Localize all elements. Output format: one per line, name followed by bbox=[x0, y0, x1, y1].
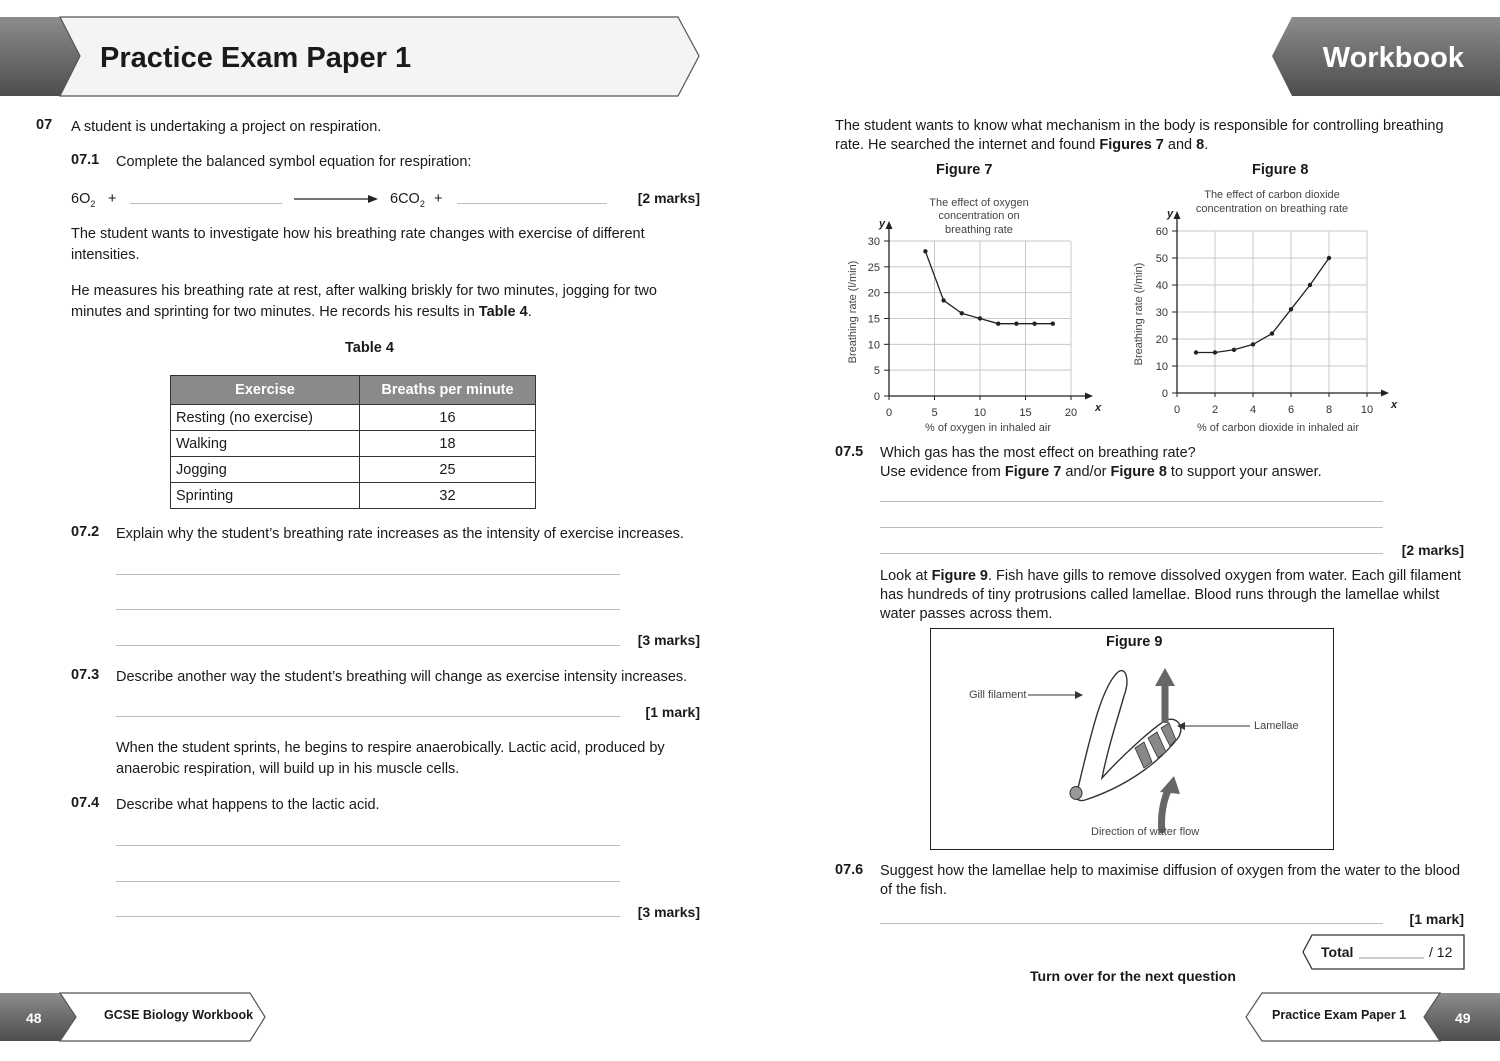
marks-07-2: [3 marks] bbox=[637, 632, 700, 648]
x-tick-label: 5 bbox=[931, 407, 938, 419]
answer-line[interactable] bbox=[880, 501, 1383, 502]
figure-7-chart bbox=[838, 188, 1108, 438]
y-tick-label: 15 bbox=[867, 313, 880, 326]
question-number-07-6: 07.6 bbox=[835, 862, 864, 878]
question-number-07-5: 07.5 bbox=[835, 444, 864, 460]
equation-carbon-dioxide: $6CO_2$ bbox=[390, 191, 425, 209]
marks-07-5: [2 marks] bbox=[1401, 542, 1464, 558]
question-07-text: A student is undertaking a project on respiration. bbox=[71, 119, 382, 135]
arrowhead bbox=[1160, 776, 1180, 794]
question-number-07-2: 07.2 bbox=[71, 524, 100, 540]
table-header-row bbox=[171, 376, 536, 405]
y-tick-label: 40 bbox=[1155, 280, 1168, 292]
answer-line[interactable] bbox=[116, 609, 620, 610]
marks-07-3: [1 mark] bbox=[645, 704, 700, 720]
table-header-breaths: Breaths per minute bbox=[360, 376, 536, 405]
chart-title-line: The effect of carbon dioxide bbox=[1204, 189, 1340, 201]
answer-line[interactable] bbox=[116, 916, 620, 917]
data-point bbox=[1289, 307, 1293, 311]
chart-title-line: concentration on bbox=[938, 210, 1020, 222]
gill-filament-label: Gill filament bbox=[969, 689, 1027, 701]
x-tick-label: 10 bbox=[1360, 404, 1374, 416]
x-tick-label: 0 bbox=[1173, 404, 1181, 416]
chart-title-line: concentration on breathing rate bbox=[1195, 203, 1349, 215]
question-07-6-text: Suggest how the lamellae help to maximise diffusion of oxygen from the water to the blood of the fish. bbox=[880, 863, 1461, 898]
question-number-07: 07 bbox=[36, 117, 53, 133]
x-tick-label: 4 bbox=[1249, 404, 1257, 416]
y-axis-arrow bbox=[886, 221, 893, 229]
x-tick-label: 2 bbox=[1211, 404, 1219, 416]
x-axis-arrow bbox=[1381, 390, 1389, 397]
data-point bbox=[1051, 321, 1055, 325]
question-07-4-text: Describe what happens to the lactic acid. bbox=[116, 797, 380, 813]
filament-base bbox=[1070, 787, 1082, 800]
gill-diagram bbox=[930, 628, 1334, 850]
answer-line[interactable] bbox=[116, 716, 620, 717]
answer-line[interactable] bbox=[880, 923, 1383, 924]
chart-title-line: The effect of oxygen bbox=[929, 197, 1029, 209]
paragraph-gills: Look at Figure 9. Fish have gills to remove dissolved oxygen from water. Each gill filament has hundreds of tiny protrusions called lamellae. Blood runs through the lamellae whilst water passes across them. bbox=[880, 568, 1462, 622]
table-cell: 16 bbox=[360, 405, 536, 431]
y-tick-label: 0 bbox=[873, 391, 880, 403]
data-point bbox=[1232, 348, 1236, 352]
table-cell: 18 bbox=[360, 431, 536, 457]
data-point bbox=[1014, 321, 1018, 325]
x-tick-label: 20 bbox=[1064, 407, 1078, 419]
question-07-1-text: Complete the balanced symbol equation for respiration: bbox=[116, 154, 472, 170]
right-footer-label: Practice Exam Paper 1 bbox=[1272, 1008, 1407, 1022]
y-tick-label: 10 bbox=[867, 339, 880, 352]
chart-x-axis-label: % of oxygen in inhaled air bbox=[925, 422, 1051, 434]
table-cell: Resting (no exercise) bbox=[171, 405, 360, 431]
equation-oxygen: $6O_2$ bbox=[71, 191, 96, 209]
chart-title-line: breathing rate bbox=[945, 224, 1013, 236]
data-point bbox=[978, 316, 982, 320]
left-page-number: 48 bbox=[26, 1010, 42, 1026]
equation-blank-2[interactable] bbox=[457, 203, 607, 204]
page-title: Practice Exam Paper 1 bbox=[100, 42, 412, 74]
arrowhead bbox=[1075, 691, 1083, 699]
data-point bbox=[941, 298, 945, 302]
table-cell: Sprinting bbox=[171, 483, 360, 509]
y-tick-label: 30 bbox=[1155, 307, 1168, 319]
arrowhead bbox=[1155, 668, 1175, 686]
total-label: Total bbox=[1321, 944, 1354, 960]
lamellae-label: Lamellae bbox=[1254, 720, 1299, 732]
x-tick-label: 10 bbox=[973, 407, 987, 419]
series-line bbox=[925, 251, 1052, 323]
marks-07-6: [1 mark] bbox=[1409, 911, 1464, 927]
table-cell: 32 bbox=[360, 483, 536, 509]
chart-y-axis-label: Breathing rate (l/min) bbox=[1133, 262, 1145, 366]
paragraph-measurements: He measures his breathing rate at rest, after walking briskly for two minutes, jogging for two minutes and sprinting for two minutes. He records his results in Table 4. bbox=[71, 283, 657, 320]
data-point bbox=[1194, 350, 1198, 354]
marks-07-4: [3 marks] bbox=[637, 904, 700, 920]
figure-9-title: Figure 9 bbox=[1106, 634, 1163, 650]
question-07-5-line-1: Which gas has the most effect on breathing rate? bbox=[880, 445, 1196, 461]
data-point bbox=[1251, 342, 1255, 346]
table-cell: 25 bbox=[360, 457, 536, 483]
answer-line[interactable] bbox=[116, 645, 620, 646]
figure-8-label: Figure 8 bbox=[1252, 162, 1309, 178]
table-row bbox=[171, 457, 536, 483]
table-row bbox=[171, 405, 536, 431]
answer-line[interactable] bbox=[116, 574, 620, 575]
data-point bbox=[1308, 283, 1312, 287]
y-tick-label: 20 bbox=[1155, 334, 1168, 346]
answer-line[interactable] bbox=[116, 881, 620, 882]
answer-line[interactable] bbox=[116, 845, 620, 846]
data-point bbox=[1327, 256, 1331, 260]
question-number-07-4: 07.4 bbox=[71, 795, 100, 811]
answer-line[interactable] bbox=[880, 527, 1383, 528]
x-tick-label: 6 bbox=[1287, 404, 1295, 416]
results-table bbox=[170, 375, 536, 509]
equation-plus-2: + bbox=[434, 191, 443, 207]
table-4-title: Table 4 bbox=[345, 340, 394, 356]
y-tick-label: 5 bbox=[873, 365, 880, 378]
y-tick-label: 60 bbox=[1155, 226, 1168, 238]
table-header-exercise: Exercise bbox=[171, 376, 360, 405]
equation-blank-1[interactable] bbox=[130, 203, 282, 204]
paragraph-figures-intro: The student wants to know what mechanism in the body is responsible for controlling breathing rate. He searched the internet and found Figures 7 and 8. bbox=[835, 118, 1444, 153]
question-number-07-3: 07.3 bbox=[71, 667, 100, 683]
y-axis-letter: y bbox=[879, 218, 886, 230]
x-axis-arrow bbox=[1085, 393, 1093, 400]
y-tick-label: 30 bbox=[867, 236, 880, 248]
y-tick-label: 10 bbox=[1155, 361, 1168, 373]
chart-x-axis-label: % of carbon dioxide in inhaled air bbox=[1196, 422, 1360, 434]
figure-7-label: Figure 7 bbox=[936, 162, 993, 178]
table-cell: Jogging bbox=[171, 457, 360, 483]
x-axis-letter: x bbox=[1095, 402, 1102, 414]
left-footer-label: GCSE Biology Workbook bbox=[104, 1008, 254, 1022]
right-page-number: 49 bbox=[1455, 1010, 1471, 1026]
figure-8-chart bbox=[1128, 184, 1408, 438]
data-point bbox=[1032, 321, 1036, 325]
series-line bbox=[1196, 258, 1329, 353]
chart-y-axis-label: Breathing rate (l/min) bbox=[847, 260, 859, 364]
question-07-3-text: Describe another way the student’s breathing will change as exercise intensity increases. bbox=[116, 669, 688, 685]
question-07-2-text: Explain why the student’s breathing rate increases as the intensity of exercise increases. bbox=[116, 526, 684, 542]
x-tick-label: 8 bbox=[1325, 404, 1333, 416]
data-point bbox=[996, 321, 1000, 325]
y-axis-letter: y bbox=[1167, 208, 1174, 220]
y-tick-label: 50 bbox=[1155, 253, 1168, 265]
table-cell: Walking bbox=[171, 431, 360, 457]
y-axis-arrow bbox=[1174, 211, 1181, 219]
paragraph-anaerobic: When the student sprints, he begins to respire anaerobically. Lactic acid, produced by anaerobic respiration, will build up in his muscle cells. bbox=[116, 740, 665, 777]
water-flow-label: Direction of water flow bbox=[1091, 826, 1200, 838]
x-tick-label: 15 bbox=[1019, 407, 1032, 419]
equation-plus-1: + bbox=[108, 191, 117, 207]
data-point bbox=[960, 311, 964, 315]
paragraph-investigation: The student wants to investigate how his breathing rate changes with exercise of different intensities. bbox=[71, 226, 645, 263]
x-tick-label: 0 bbox=[885, 407, 893, 419]
data-point bbox=[1270, 331, 1274, 335]
answer-line[interactable] bbox=[880, 553, 1383, 554]
table-row bbox=[171, 431, 536, 457]
question-number-07-1: 07.1 bbox=[71, 152, 100, 168]
workbook-title: Workbook bbox=[1322, 42, 1464, 74]
y-tick-label: 0 bbox=[1161, 388, 1168, 400]
marks-07-1: [2 marks] bbox=[637, 190, 700, 206]
equation-arrow bbox=[294, 193, 378, 205]
total-value: / 12 bbox=[1429, 944, 1453, 960]
y-tick-label: 20 bbox=[867, 287, 880, 300]
x-axis-letter: x bbox=[1391, 399, 1398, 411]
table-row bbox=[171, 483, 536, 509]
y-tick-label: 25 bbox=[867, 261, 880, 274]
turn-over-note: Turn over for the next question bbox=[1030, 968, 1236, 984]
data-point bbox=[1213, 350, 1217, 354]
data-point bbox=[923, 249, 927, 253]
question-07-5-line-2: Use evidence from Figure 7 and/or Figure 8 to support your answer. bbox=[880, 464, 1322, 480]
